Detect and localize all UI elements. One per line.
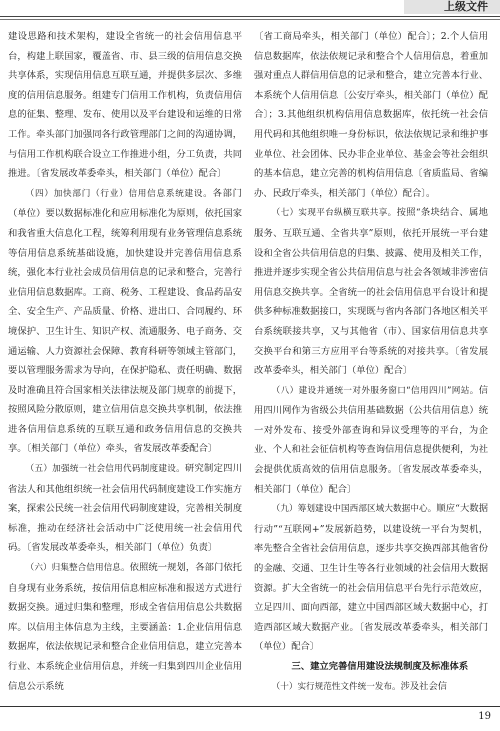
item-text: 信用四川网作为省级公共信用基础数据（公共信用信息）统一对外发布、接受外部查询和异议受理等的平台，为企业、个人和社会征信机构等查询信用信息提供便利，为社会提供优质高效的信用信息服务。〔省发展改革委牵头，相关部门（单位）配合〕 bbox=[254, 384, 488, 495]
header-title: 上级文件 bbox=[444, 0, 488, 13]
paragraph bbox=[254, 203, 488, 380]
item-title: （六）归集整合信用信息。 bbox=[25, 563, 130, 574]
item-title: （四）加快部门（行业）信用信息系统建设。 bbox=[25, 188, 213, 199]
left-column bbox=[8, 27, 242, 696]
page-number: 19 bbox=[478, 711, 491, 722]
item-text: 顺应“大数据行动”“互联网+”发展新趋势，以建设统一平台为契机，率先整合全省社会信用信息，逐步共享交换西部其他省份的金融、交通、卫生计生等各行业领域的社会信用大数据资源。扩大全省统一的社会信用信息平台先行示范效应，立足四川、面向西部，建立中国西部区域大数据中心，打造西部区域大数据产业。〔省发展改革委牵头，相关部门（单位）配合〕 bbox=[254, 503, 488, 653]
header-bar bbox=[0, 0, 500, 14]
item-text: 各部门（单位）要以数据标准化和应用标准化为原则，依托国家和我省重大信息化工程，统筹利用现有业务管理信息系统等信用信息系统基础设施，加快建设并完善信用信息系统，强化本行业社会成员信用信息的记录和整合，完善行业信用信息数据库。工商、税务、工程建设、食品药品安全、安全生产、产品质量、价格、进出口、合同履约、环境保护、卫生计生、知识产权、流通服务、电子商务、交通运输、人力资源社会保障、教育科研等领域主管部门，要以管理服务需求为导向，在保护隐私、责任明确、数据及时准确且符合国家相关法律法规及部门规章的前提下，按照风险分散原则，建立信用信息交换共享机制，依法推进各信用信息系统的互联互通和政务信用信息的交换共享。〔相关部门（单位）牵头，省发展改革委配合〕 bbox=[8, 187, 242, 455]
paragraph: 建设思路和技术架构，建设全省统一的社会信用信息平台，构建上联国家，覆盖省、市、县三级的信用信息交换共享体系，实现信用信息互联互通，并提供多层次、多维度的信用信息服务。组建专门信用工作机构，负责信用信息的征集、整理、发布、使用以及平台建设和运维的日常工作。牵头部门加强同各行政管理部门之间的沟通协调，与信用工作机构联合设立工作推进小组，分工负责，共同推进。〔省发展改革委牵头，相关部门（单位）配合〕 bbox=[8, 31, 242, 180]
item-title: （五）加强统一社会信用代码制度建设。 bbox=[25, 464, 185, 475]
paragraph bbox=[254, 499, 488, 657]
footer-rule bbox=[0, 706, 500, 707]
paragraph bbox=[254, 677, 488, 698]
header-rule-thin bbox=[0, 19, 500, 20]
section-heading: 三、建立完善信用建设法规制度及标准体系 bbox=[291, 661, 469, 672]
right-column bbox=[254, 27, 488, 697]
item-text: 依照统一规划，各部门依托自身现有业务系统，按信用信息相应标准和报送方式进行数据交换。通过归集和整理，形成全省信用信息公共数据库。以信用主体信息为主线，主要涵盖：1.企业信用信息数据库，依法依规记录和整合企业信用信息，建立完善本行业、本系统企业信用信息，并统一归集到四川企业信用信息公示系统 bbox=[8, 562, 242, 692]
paragraph bbox=[8, 558, 242, 696]
item-title: （九）筹划建设中国西部区域大数据中心。 bbox=[271, 504, 437, 515]
item-title: （七）实现平台纵横互联共享。 bbox=[271, 208, 397, 219]
paragraph bbox=[254, 381, 488, 500]
header-rule bbox=[0, 16, 500, 17]
item-text: 涉及社会信 bbox=[400, 680, 448, 692]
item-text: 研究制定四川省法人和其他组织统一社会信用代码制度建设工作实施方案，探索公民统一社会信用代码制度建设，完善相关制度标准，推动在经济社会活动中广泛使用统一社会信用代码。〔省发展改革委牵头，相关部门（单位）负责〕 bbox=[8, 463, 242, 554]
paragraph: 〔省工商局牵头，相关部门（单位）配合〕；2.个人信用信息数据库，依法依规记录和整合个人信用信息，着重加强对重点人群信用信息的记录和整合，建立完善本行业、本系统个人信用信息〔公安厅牵头，相关部门（单位）配合〕；3.其他组织机构信用信息数据库，依托统一社会信用代码和其他组织唯一身份标识，依法依规记录和维护事业单位、社会团体、民办非企业单位、基金会等社会组织的基本信息，建立完善的机构信用信息〔省质监局、省编办、民政厅牵头，相关部门（单位）配合〕。 bbox=[254, 31, 488, 199]
paragraph bbox=[8, 459, 242, 558]
paragraph bbox=[8, 184, 242, 459]
item-title: （八）建设并通统一对外服务窗口“信用四川”网站。 bbox=[271, 385, 479, 396]
item-text: 按照“条块结合、属地服务、互联互通、全省共享”原则，依托开展统一平台建设和全省公共信用信息的归集、披露、使用及相关工作，推进并逐步实现全省公共信用信息与社会各领域非涉密信用信息交换共享。全省统一的社会信用信息平台设计和提供多种标准数据接口，实现既与省内各部门各地区相关平台系统联接共享，又与其他省（市）、国家信用信息共享交换平台和第三方应用平台等系统的对接共享。〔省发展改革委牵头，相关部门（单位）配合〕 bbox=[254, 207, 488, 377]
item-title: （十）实行规范性文件统一发布。 bbox=[271, 681, 401, 692]
